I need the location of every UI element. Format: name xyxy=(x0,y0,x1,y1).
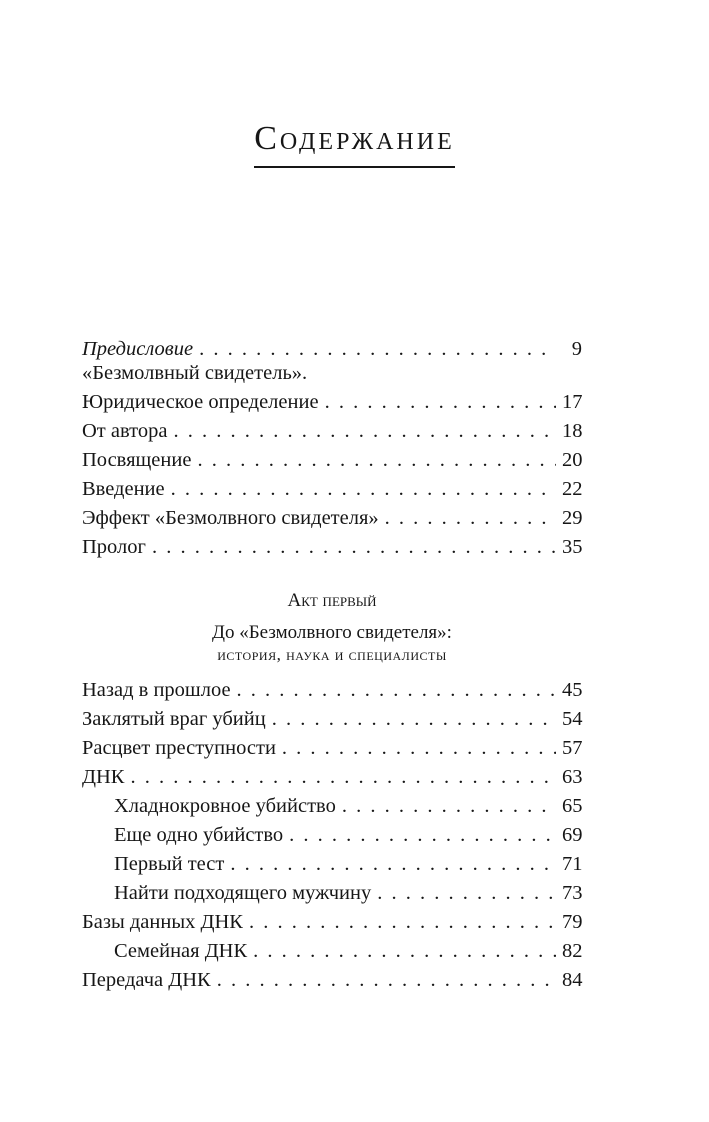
toc-entry[interactable] xyxy=(82,963,582,992)
part-subtitle-line2: история, наука и специалисты xyxy=(217,645,447,664)
toc-subentry[interactable] xyxy=(82,818,582,847)
toc-entry-page: 18 xyxy=(562,420,583,442)
toc-entry-page: 71 xyxy=(562,853,583,875)
toc-entry-label: Расцвет преступности xyxy=(82,737,276,759)
dot-leader xyxy=(385,507,556,530)
part-heading xyxy=(82,590,582,665)
toc-entry-page: 20 xyxy=(562,449,583,471)
dot-leader xyxy=(249,911,556,934)
contents-heading-block xyxy=(0,120,709,168)
toc-entry-page: 22 xyxy=(562,478,583,500)
toc-part-one xyxy=(82,673,582,992)
dot-leader xyxy=(282,737,556,760)
toc-entry-label: Юридическое определение xyxy=(82,391,319,413)
toc-entry[interactable] xyxy=(82,673,582,702)
toc-entry-page: 9 xyxy=(571,338,582,360)
toc-entry-label: Базы данных ДНК xyxy=(82,911,243,933)
toc-entry-page: 82 xyxy=(562,940,583,962)
toc-entry-page: 35 xyxy=(562,536,583,558)
toc-entry-page: 54 xyxy=(562,708,583,730)
dot-leader xyxy=(197,449,556,472)
toc-entry-page: 17 xyxy=(562,391,583,413)
toc-entry-page: 79 xyxy=(562,911,583,933)
toc-entry-label: Посвящение xyxy=(82,449,192,471)
toc-entry-label: Передача ДНК xyxy=(82,969,211,991)
toc-entry-label: Еще одно убийство xyxy=(114,824,284,846)
toc-entry[interactable] xyxy=(82,905,582,934)
part-subtitle-line1: До «Безмолвного свидетеля»: xyxy=(212,622,452,643)
toc-entry-label: От автора xyxy=(82,420,168,442)
toc-entry-label: Пролог xyxy=(82,536,146,558)
toc-subentry[interactable] xyxy=(82,847,582,876)
toc-entry[interactable] xyxy=(82,332,582,361)
toc-front-matter xyxy=(82,332,582,559)
dot-leader xyxy=(325,391,556,414)
toc-entry[interactable] xyxy=(82,385,582,414)
dot-leader xyxy=(342,795,556,818)
toc-entry[interactable] xyxy=(82,530,582,559)
toc-entry-page: 84 xyxy=(562,969,583,991)
part-title: Акт первый xyxy=(287,590,377,611)
toc-subentry[interactable] xyxy=(82,789,582,818)
dot-leader xyxy=(289,824,556,847)
toc-entry[interactable] xyxy=(82,414,582,443)
toc-entry-label: Первый тест xyxy=(114,853,225,875)
toc-entry[interactable] xyxy=(82,472,582,501)
dot-leader xyxy=(171,478,556,501)
toc-entry-label: Эффект «Безмолвного свидетеля» xyxy=(82,507,379,529)
dot-leader xyxy=(173,420,556,443)
toc-entry-label: Найти подходящего мужчину xyxy=(114,882,372,904)
page-title: Содержание xyxy=(254,120,455,168)
toc-entry-page: 29 xyxy=(562,507,583,529)
toc-entry-label: Введение xyxy=(82,478,165,500)
toc-entry-page: 63 xyxy=(562,766,583,788)
toc-entry[interactable] xyxy=(82,760,582,789)
toc-subentry[interactable] xyxy=(82,934,582,963)
toc-entry-page: 65 xyxy=(562,795,583,817)
toc-entry-page: 57 xyxy=(562,737,583,759)
toc-entry-label: Хладнокровное убийство xyxy=(114,795,336,817)
toc-subentry[interactable] xyxy=(82,876,582,905)
toc-entry[interactable] xyxy=(82,501,582,530)
dot-leader xyxy=(199,338,556,361)
dot-leader xyxy=(377,882,556,905)
dot-leader xyxy=(272,708,556,731)
toc-entry[interactable] xyxy=(82,443,582,472)
toc-entry-label-line1: «Безмолвный свидетель». xyxy=(82,362,308,384)
dot-leader xyxy=(237,679,556,702)
toc-entry-label: Заклятый враг убийц xyxy=(82,708,266,730)
toc-entry-label: Предисловие xyxy=(82,338,194,360)
dot-leader xyxy=(253,940,556,963)
toc-entry-page: 45 xyxy=(562,679,583,701)
toc-entry-label: Семейная ДНК xyxy=(114,940,248,962)
dot-leader xyxy=(152,536,556,559)
dot-leader xyxy=(130,766,556,789)
toc-entry-page: 73 xyxy=(562,882,583,904)
toc-entry-label: ДНК xyxy=(82,766,125,788)
dot-leader xyxy=(230,853,556,876)
toc-entry-page: 69 xyxy=(562,824,583,846)
toc-entry-label: Назад в прошлое xyxy=(82,679,231,701)
dot-leader xyxy=(217,969,556,992)
toc-entry[interactable] xyxy=(82,702,582,731)
toc-entry[interactable] xyxy=(82,731,582,760)
